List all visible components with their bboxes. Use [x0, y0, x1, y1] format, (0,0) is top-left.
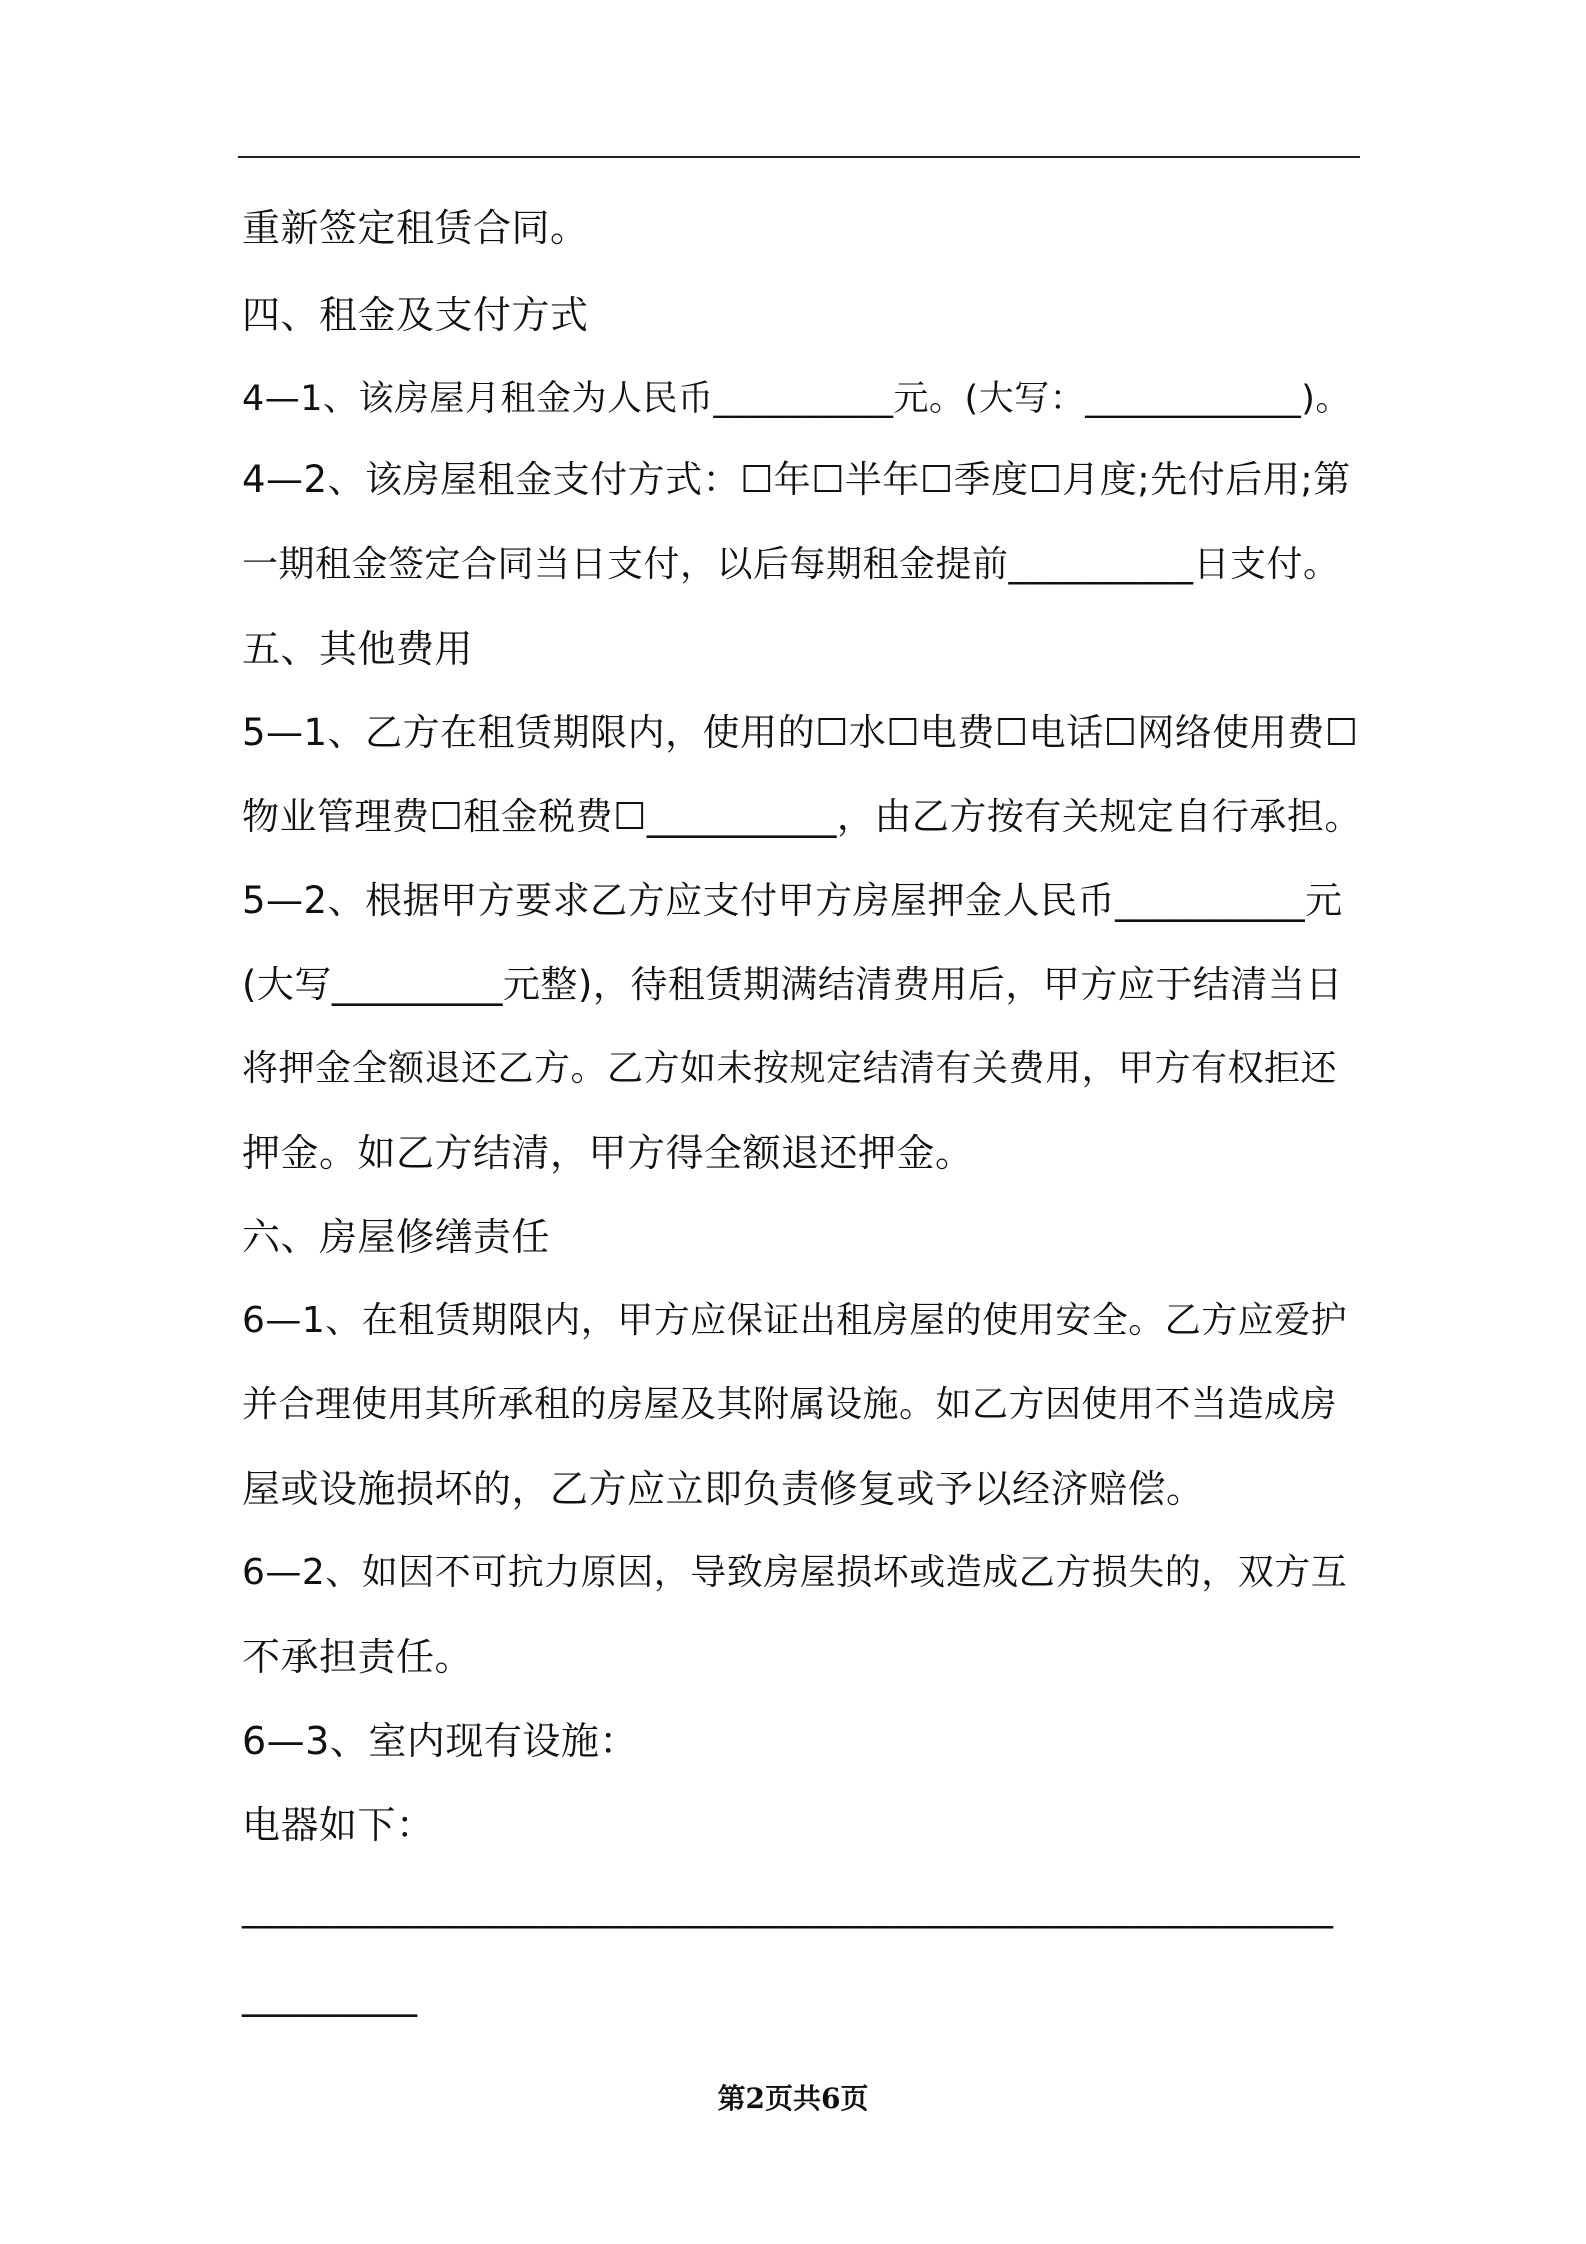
text-line: 电器如下： — [242, 1803, 435, 1847]
text-line: 5—1、乙方在租赁期限内，使用的☐水☐电费☐电话☐网络使用费☐ — [242, 711, 1359, 754]
text-line: (大写_________元整)，待租赁期满结清费用后，甲方应于结清当日 — [242, 963, 1343, 1006]
text-line: 物业管理费☐租金税费☐__________，由乙方按有关规定自行承担。 — [242, 795, 1362, 838]
text-line: 4—1、该房屋月租金为人民币__________元。(大写：____________)。 — [242, 379, 1351, 419]
text-line: 将押金全额退还乙方。乙方如未按规定结清有关费用，甲方有权拒还 — [242, 1048, 1338, 1089]
section-heading: 四、租金及支付方式 — [242, 293, 589, 337]
text-line: 4—2、该房屋租金支付方式：☐年☐半年☐季度☐月度;先付后用;第 — [242, 458, 1351, 501]
text-line: 一期租金签定合同当日支付，以后每期租金提前__________日支付。 — [242, 544, 1340, 585]
text-line: 5—2、根据甲方要求乙方应支付甲方房屋押金人民币__________元 — [242, 879, 1343, 922]
page-footer: 第2页共6页 — [717, 2082, 869, 2115]
section-heading: 五、其他费用 — [242, 627, 474, 671]
text-line: 6—1、在租赁期限内，甲方应保证出租房屋的使用安全。乙方应爱护 — [242, 1300, 1348, 1341]
blank-fill-line: ___________________________________________________________ — [242, 1888, 1334, 1929]
text-line: 6—2、如因不可抗力原因，导致房屋损坏或造成乙方损失的，双方互 — [242, 1552, 1348, 1593]
section-heading: 六、房屋修缮责任 — [242, 1215, 551, 1259]
text-line: 重新签定租赁合同。 — [242, 206, 589, 250]
blank-fill-line: _________ — [242, 1973, 418, 2017]
header-rule — [238, 156, 1360, 158]
text-line: 押金。如乙方结清，甲方得全额退还押金。 — [242, 1131, 974, 1175]
text-line: 不承担责任。 — [242, 1635, 474, 1679]
text-line: 屋或设施损坏的，乙方应立即负责修复或予以经济赔偿。 — [242, 1467, 1205, 1511]
text-line: 6—3、室内现有设施： — [242, 1719, 638, 1763]
text-line: 并合理使用其所承租的房屋及其附属设施。如乙方因使用不当造成房 — [242, 1384, 1338, 1425]
